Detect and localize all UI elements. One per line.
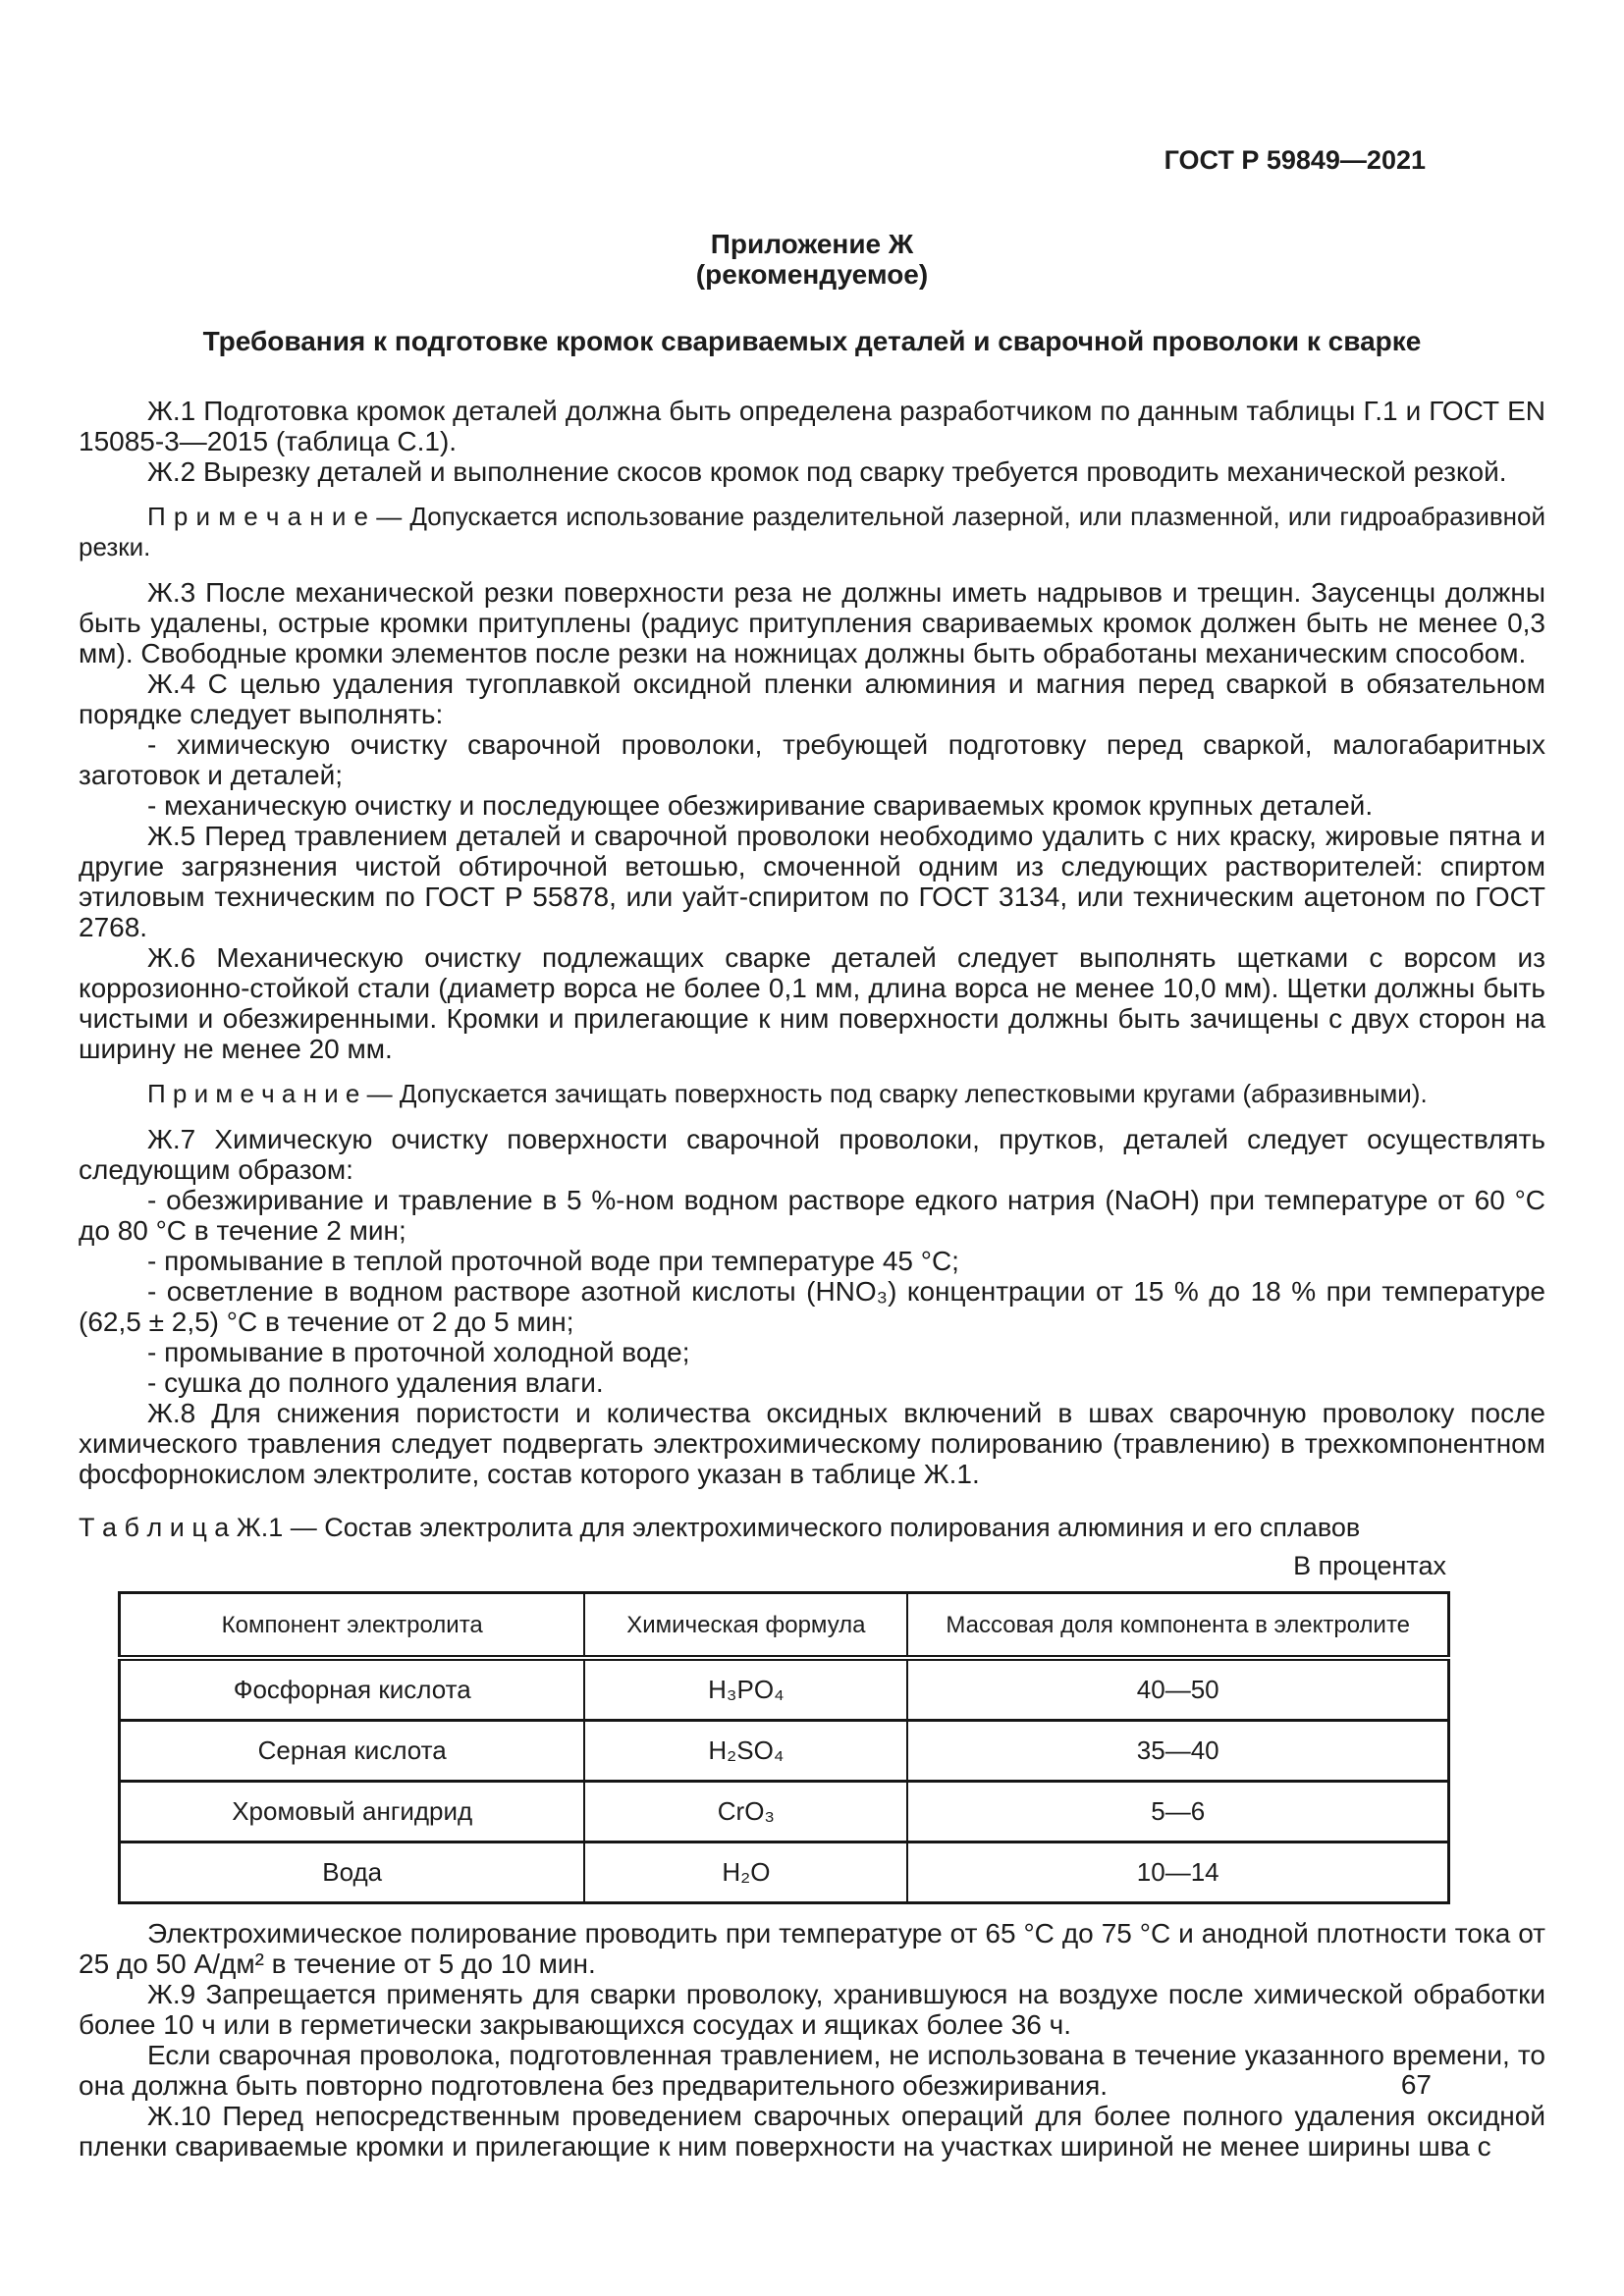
para-zh2: Ж.2 Вырезку деталей и выполнение скосов кромок под сварку требуется проводить механической резкой. (147, 456, 1507, 487)
para-zh4-item-mechanical: - механическую очистку и последующее обезжиривание свариваемых кромок крупных деталей. (147, 790, 1374, 821)
para-zh7-item-degrease: - обезжиривание и травление в 5 %-ном водном растворе едкого натрия (NaOH) при температуре от 60 °С до 80 °С в течение 2 мин; (79, 1185, 1545, 1246)
para-zh3: Ж.3 После механической резки поверхности реза не должны иметь надрывов и трещин. Заусенцы должны быть удалены, острые кромки притуплены (радиус притупления свариваемых кромок должен быть не менее 0,3 мм). Свободные кромки элементов после резки на ножницах должны быть обработаны механическим способом. (79, 577, 1545, 668)
para-electro-polish: Электрохимическое полирование проводить при температуре от 65 °С до 75 °С и анодной плотности тока от 25 до 50 А/дм² в течение от 5 до 10 мин. (79, 1918, 1545, 1979)
cell-formula: CrO₃ (584, 1782, 907, 1842)
cell-mass-share: 35—40 (907, 1721, 1448, 1782)
para-zh9-continuation: Если сварочная проволока, подготовленная травлением, не использована в течение указанного времени, то она должна быть повторно подготовлена без предварительного обезжиривания. (79, 2040, 1545, 2101)
note-cutting: П р и м е ч а н и е — Допускается использование разделительной лазерной, или плазменной, или гидроабразивной резки. (79, 502, 1545, 561)
cell-mass-share: 5—6 (907, 1782, 1448, 1842)
appendix-kind: (рекомендуемое) (695, 259, 929, 290)
para-zh9: Ж.9 Запрещается применять для сварки проволоку, хранившуюся на воздухе после химической обработки более 10 ч или в герметически закрывающихся сосудах и ящиках более 36 ч. (79, 1979, 1545, 2040)
col-header-formula: Химическая формула (584, 1593, 907, 1659)
table-caption: Т а б л и ц а Ж.1 — Состав электролита для электрохимического полирования алюминия и его сплавов (79, 1513, 1361, 1542)
cell-mass-share: 40—50 (907, 1658, 1448, 1721)
para-zh10: Ж.10 Перед непосредственным проведением сварочных операций для более полного удаления оксидной пленки свариваемые кромки и прилегающие к ним поверхности на участках шириной не менее ширины шва с (79, 2101, 1545, 2162)
para-zh7-item-brighten: - осветление в водном растворе азотной кислоты (HNO₃) концентрации от 15 % до 18 % при температуре (62,5 ± 2,5) °С в течение от 2 до 5 мин; (79, 1276, 1545, 1337)
para-zh1: Ж.1 Подготовка кромок деталей должна быть определена разработчиком по данным таблицы Г.1 и ГОСТ EN 15085-3—2015 (таблица С.1). (79, 396, 1545, 456)
para-zh7-item-cold-rinse: - промывание в проточной холодной воде; (147, 1337, 690, 1367)
section-title: Требования к подготовке кромок свариваемых деталей и сварочной проволоки к сварке (202, 326, 1422, 356)
page-number: 67 (1400, 2069, 1432, 2100)
cell-formula: H₂O (584, 1842, 907, 1903)
col-header-mass-share: Массовая доля компонента в электролите (907, 1593, 1448, 1659)
para-zh8: Ж.8 Для снижения пористости и количества оксидных включений в швах сварочную проволоку после химического травления следует подвергать электрохимическому полированию (травлению) в трехкомпонентном фосфорнокислом электролите, состав которого указан в таблице Ж.1. (79, 1398, 1545, 1489)
table-row-phosphoric-acid (120, 1658, 1449, 1721)
note-abrasive: П р и м е ч а н и е — Допускается зачищать поверхность под сварку лепестковыми кругами (абразивными). (147, 1079, 1428, 1108)
para-zh5: Ж.5 Перед травлением деталей и сварочной проволоки необходимо удалить с них краску, жировые пятна и другие загрязнения чистой обтирочной ветошью, смоченной одним из следующих растворителей: спиртом этиловым техническим по ГОСТ Р 55878, или уайт-спиритом по ГОСТ 3134, или техническим ацетоном по ГОСТ 2768. (79, 821, 1545, 942)
para-zh7-item-warm-rinse: - промывание в теплой проточной воде при температуре 45 °С; (147, 1246, 959, 1276)
para-zh4: Ж.4 С целью удаления тугоплавкой оксидной пленки алюминия и магния перед сваркой в обязательном порядке следует выполнять: (79, 668, 1545, 729)
table-row-water (120, 1842, 1449, 1903)
cell-component: Фосфорная кислота (120, 1658, 585, 1721)
cell-component: Вода (120, 1842, 585, 1903)
gost-number: ГОСТ Р 59849—2021 (1164, 145, 1426, 175)
para-zh6: Ж.6 Механическую очистку подлежащих сварке деталей следует выполнять щетками с ворсом из коррозионно-стойкой стали (диаметр ворса не более 0,1 мм, длина ворса не менее 10,0 мм). Щетки должны быть чистыми и обезжиренными. Кромки и прилегающие к ним поверхности должны быть зачищены с двух сторон на ширину не менее 20 мм. (79, 942, 1545, 1064)
cell-mass-share: 10—14 (907, 1842, 1448, 1903)
para-zh7: Ж.7 Химическую очистку поверхности сварочной проволоки, прутков, деталей следует осуществлять следующим образом: (79, 1124, 1545, 1185)
electrolyte-table (118, 1591, 1450, 1904)
cell-formula: H₃PO₄ (584, 1658, 907, 1721)
cell-component: Хромовый ангидрид (120, 1782, 585, 1842)
appendix-label: Приложение Ж (710, 229, 914, 259)
table-row-chromic-anhydride (120, 1782, 1449, 1842)
para-zh4-item-chemical: - химическую очистку сварочной проволоки, требующей подготовку перед сваркой, малогабаритных заготовок и деталей; (79, 729, 1545, 790)
cell-formula: H₂SO₄ (584, 1721, 907, 1782)
col-header-component: Компонент электролита (120, 1593, 585, 1659)
table-units-label: В процентах (1293, 1551, 1446, 1580)
table-header-row (120, 1593, 1449, 1659)
para-zh7-item-dry: - сушка до полного удаления влаги. (147, 1367, 604, 1398)
electrolyte-table-section (118, 1551, 1450, 1904)
cell-component: Серная кислота (120, 1721, 585, 1782)
table-row-sulfuric-acid (120, 1721, 1449, 1782)
